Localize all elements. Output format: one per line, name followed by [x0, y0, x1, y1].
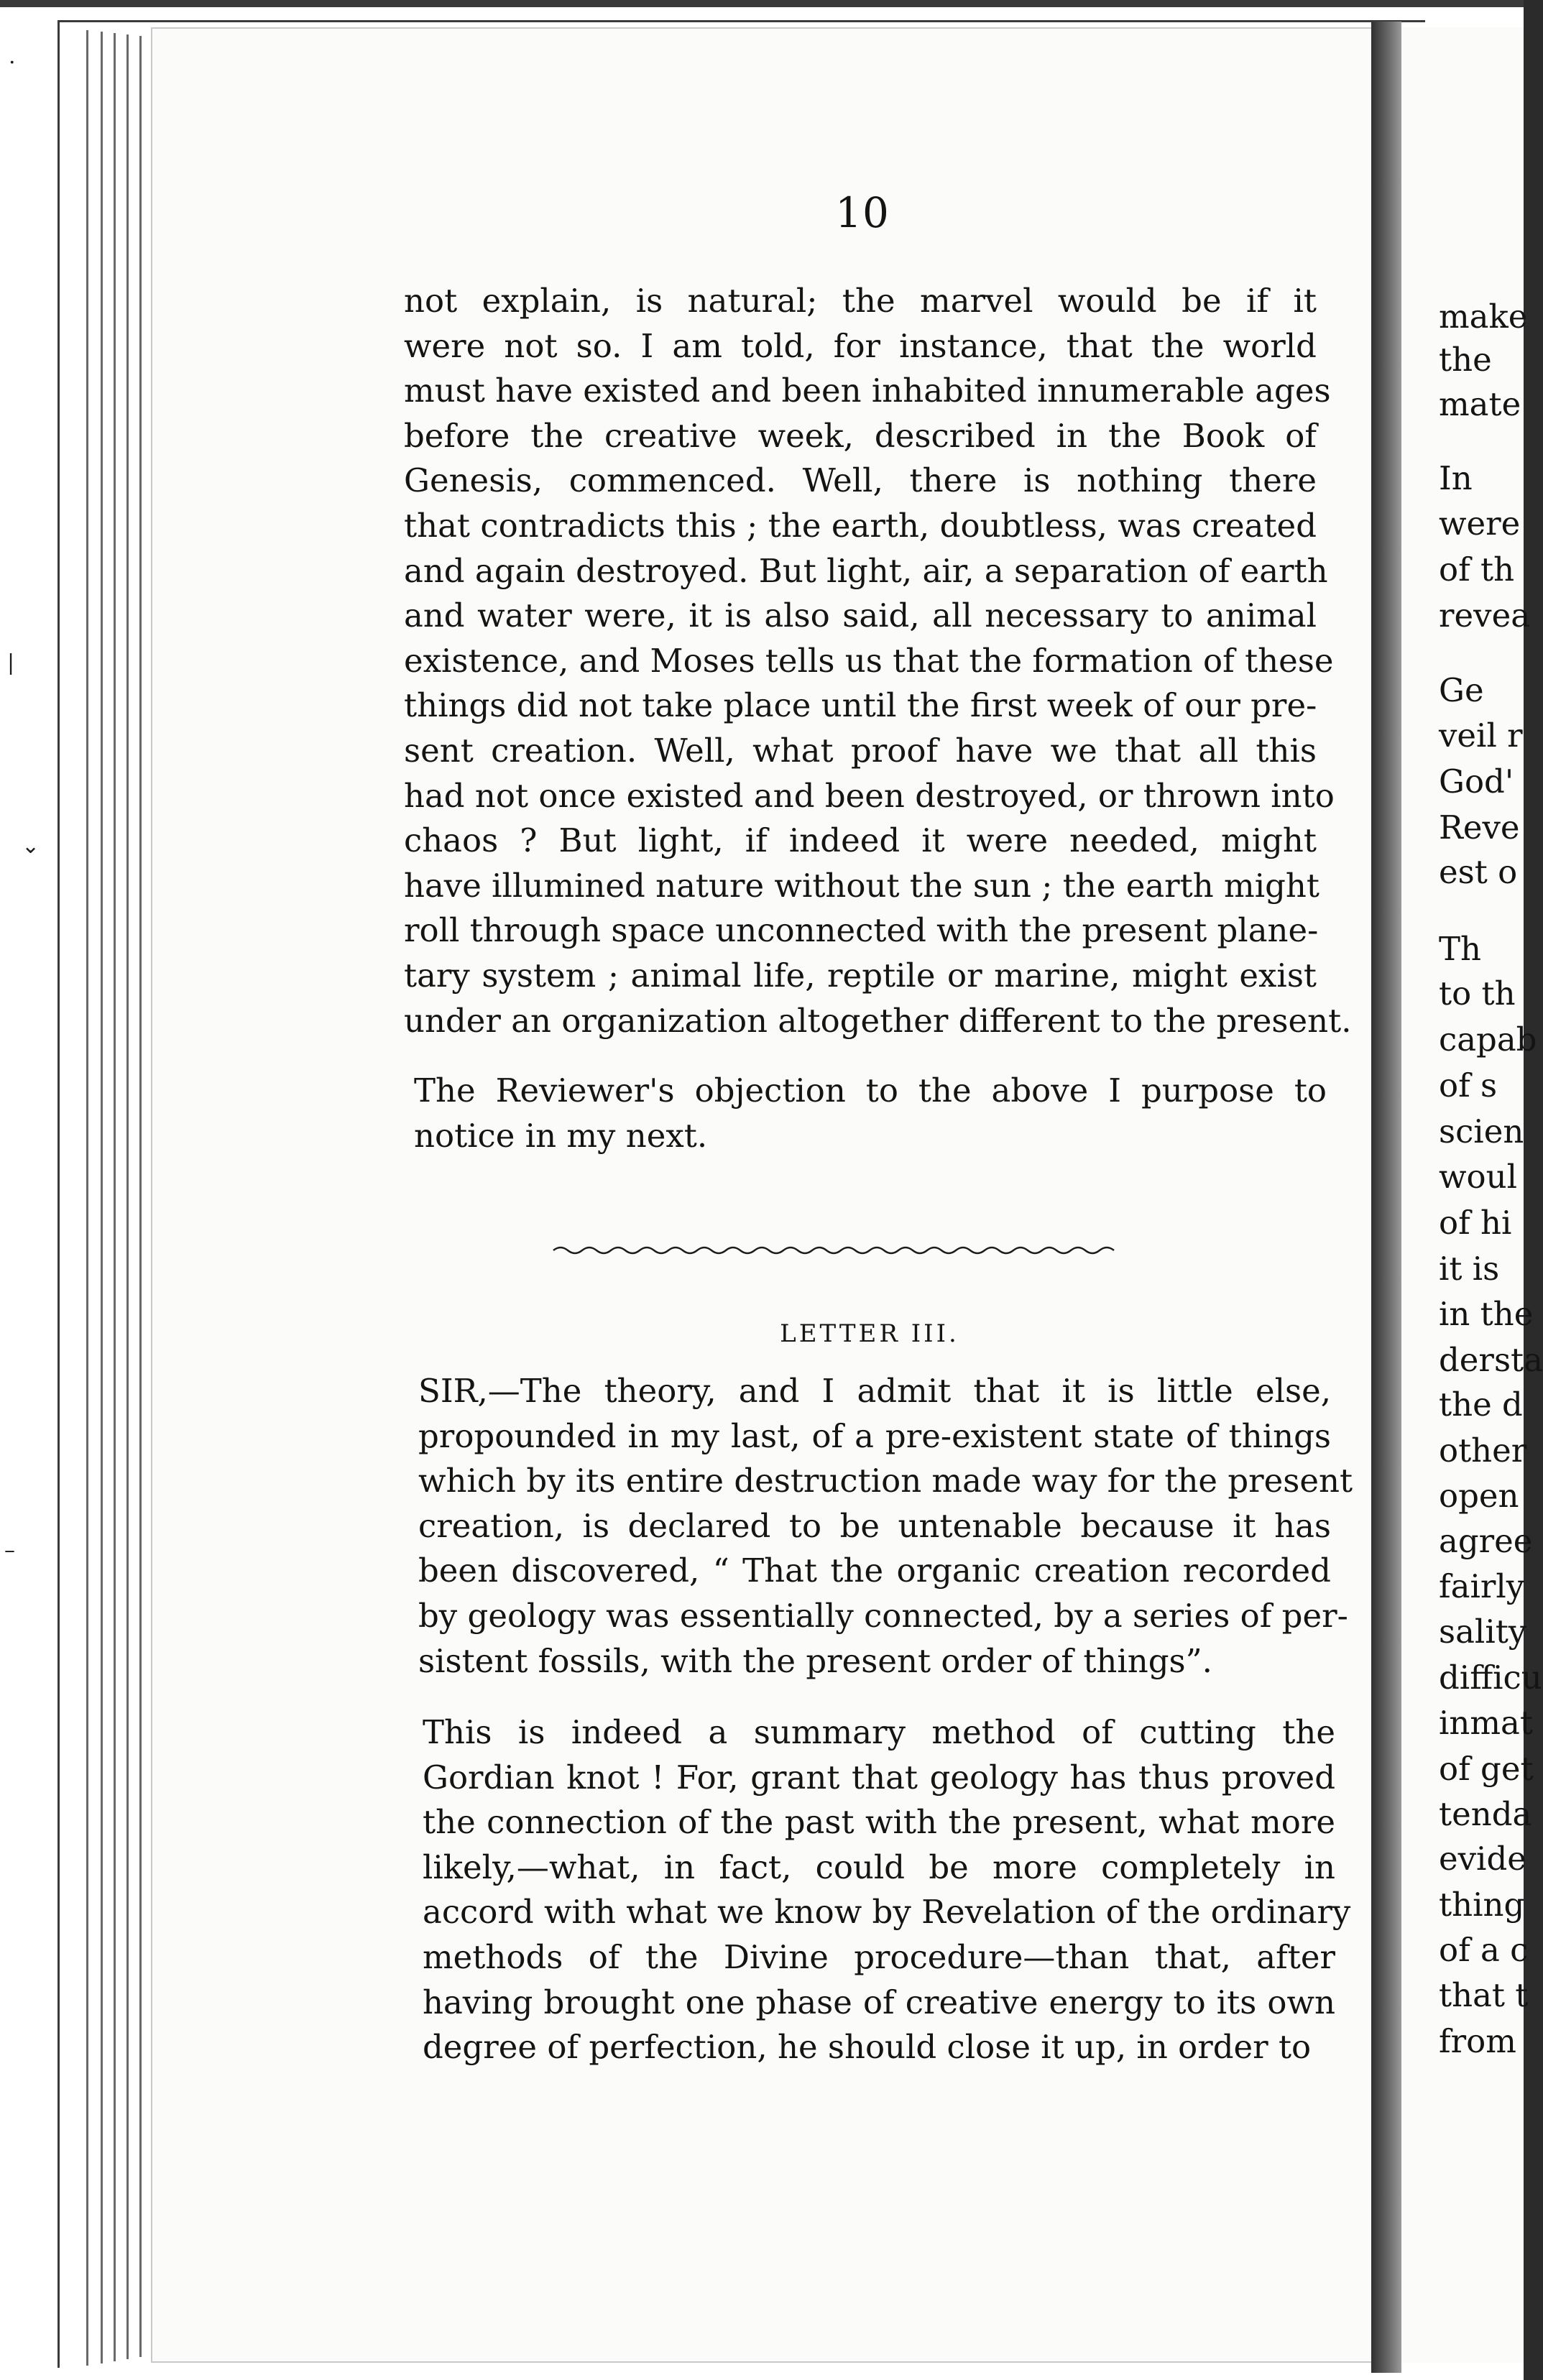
text-line: have illumined nature without the sun ; the earth might	[404, 866, 1319, 905]
page-stack-edge	[139, 36, 142, 2357]
text-line: The Reviewer's objection to the above I purpose to	[414, 1071, 1327, 1110]
right-page-fragment: difficu	[1439, 1659, 1542, 1697]
text-line: sent creation. Well, what proof have we that all this	[404, 731, 1317, 770]
right-page-fragment: in the	[1439, 1295, 1534, 1333]
text-line: creation, is declared to be untenable because it has	[418, 1506, 1331, 1545]
page-stack-edge	[114, 33, 116, 2361]
right-page-fragment: sality	[1439, 1613, 1527, 1651]
text-line: Gordian knot ! For, grant that geology has thus proved	[423, 1758, 1335, 1796]
text-line: accord with what we know by Revelation of the ordinary	[423, 1893, 1351, 1932]
right-page-fragment: open	[1439, 1477, 1519, 1515]
right-page-fragment: make	[1439, 298, 1528, 336]
text-line: This is indeed a summary method of cutting the	[423, 1713, 1335, 1751]
text-line: that contradicts this ; the earth, doubtless, was created	[404, 506, 1317, 545]
text-line: sistent fossils, with the present order of things”.	[418, 1641, 1212, 1680]
text-line: by geology was essentially connected, by a series of per-	[418, 1596, 1348, 1635]
right-page-fragment: mate	[1439, 385, 1521, 423]
right-page-fragment: agree	[1439, 1522, 1533, 1560]
right-page-fragment: Ge	[1439, 671, 1484, 709]
right-page-fragment: of s	[1439, 1066, 1498, 1104]
text-line: not explain, is natural; the marvel would be if it	[404, 282, 1317, 320]
text-line: and water were, it is also said, all necessary to animal	[404, 596, 1317, 635]
text-line: notice in my next.	[414, 1116, 708, 1155]
page-stack-edge	[126, 34, 129, 2359]
right-page-fragment: Th	[1439, 930, 1481, 968]
right-page-fragment: the	[1439, 341, 1492, 379]
right-page-fragment: of hi	[1439, 1204, 1512, 1242]
right-page	[1401, 27, 1543, 2363]
text-line: which by its entire destruction made way for the present	[418, 1462, 1353, 1500]
right-page-fragment: capab	[1439, 1020, 1537, 1058]
top-edge	[0, 0, 1524, 7]
text-line: likely,—what, in fact, could be more completely in	[423, 1848, 1335, 1886]
text-paragraph-2	[414, 1069, 1327, 1158]
right-page-fragment: fairly	[1439, 1567, 1525, 1605]
text-line: Genesis, commenced. Well, there is nothing there	[404, 461, 1317, 500]
text-line: degree of perfection, he should close it up, in order to	[423, 2028, 1312, 2067]
right-page-fragment: dersta	[1439, 1341, 1543, 1379]
right-page-fragment: est o	[1439, 853, 1518, 891]
margin-speck: ·	[9, 50, 16, 75]
page-stack-edge	[101, 32, 103, 2363]
right-page-fragment: tenda	[1439, 1795, 1532, 1833]
right-page-fragment: God'	[1439, 762, 1514, 801]
text-line: had not once existed and been destroyed, or thrown into	[404, 776, 1335, 815]
text-line: the connection of the past with the present, what more	[423, 1803, 1335, 1842]
letter-heading: LETTER III.	[780, 1319, 959, 1348]
right-page-fragment: of th	[1439, 550, 1515, 589]
letter-paragraph-2	[423, 1710, 1351, 2070]
text-line: propounded in my last, of a pre-existent state of things	[418, 1416, 1331, 1455]
text-line: were not so. I am told, for instance, that the world	[404, 326, 1317, 365]
text-line: and again destroyed. But light, air, a separation of earth	[404, 551, 1328, 590]
text-line: existence, and Moses tells us that the formation of these	[404, 641, 1334, 680]
text-line: must have existed and been inhabited innumerable ages	[404, 372, 1331, 410]
text-line: roll through space unconnected with the present plane-	[404, 911, 1319, 950]
right-page-fragment: woul	[1439, 1158, 1517, 1196]
letter-paragraph-1	[418, 1369, 1353, 1684]
right-page-fragment: In	[1439, 459, 1473, 497]
right-page-fragment: Reve	[1439, 808, 1520, 847]
right-page-fragment: that t	[1439, 1976, 1529, 2014]
right-page-fragment: revea	[1439, 596, 1531, 635]
text-line: under an organization altogether different to the present.	[404, 1001, 1352, 1040]
right-page-fragment: evide	[1439, 1840, 1526, 1878]
page-stack-edge	[86, 30, 88, 2366]
text-line: chaos ? But light, if indeed it were needed, might	[404, 821, 1317, 860]
decorative-rule	[553, 1243, 1121, 1258]
margin-speck: |	[7, 650, 15, 675]
text-paragraph-1	[404, 279, 1352, 1043]
right-page-fragment: it is	[1439, 1250, 1500, 1288]
right-page-fragment: of a c	[1439, 1931, 1529, 1969]
right-page-fragment: were	[1439, 504, 1521, 543]
text-line: been discovered, “ That the organic creation recorded	[418, 1551, 1331, 1590]
right-page-fragment: of get	[1439, 1750, 1534, 1788]
right-page-fragment: inmat	[1439, 1704, 1533, 1742]
right-page-fragment: thing	[1439, 1886, 1525, 1924]
margin-speck: ⌄	[22, 834, 40, 859]
text-line: before the creative week, described in the Book of	[404, 416, 1317, 455]
text-line: methods of the Divine procedure—than that, after	[423, 1937, 1335, 1976]
text-line: having brought one phase of creative energy to its own	[423, 1983, 1335, 2021]
text-line: SIR,—The theory, and I admit that it is little else,	[418, 1372, 1331, 1410]
right-page-fragment: other	[1439, 1431, 1527, 1470]
page-number: 10	[835, 188, 890, 237]
right-page-fragment: from	[1439, 2022, 1516, 2060]
book-gutter	[1371, 22, 1401, 2373]
margin-speck: –	[4, 1538, 15, 1563]
right-page-fragment: the d	[1439, 1385, 1523, 1424]
text-line: things did not take place until the first week of our pre-	[404, 686, 1317, 725]
text-line: tary system ; animal life, reptile or marine, might exist	[404, 956, 1317, 995]
right-page-fragment: to th	[1439, 974, 1516, 1013]
right-page-fragment: scien	[1439, 1112, 1524, 1150]
right-page-fragment: veil r	[1439, 716, 1523, 755]
